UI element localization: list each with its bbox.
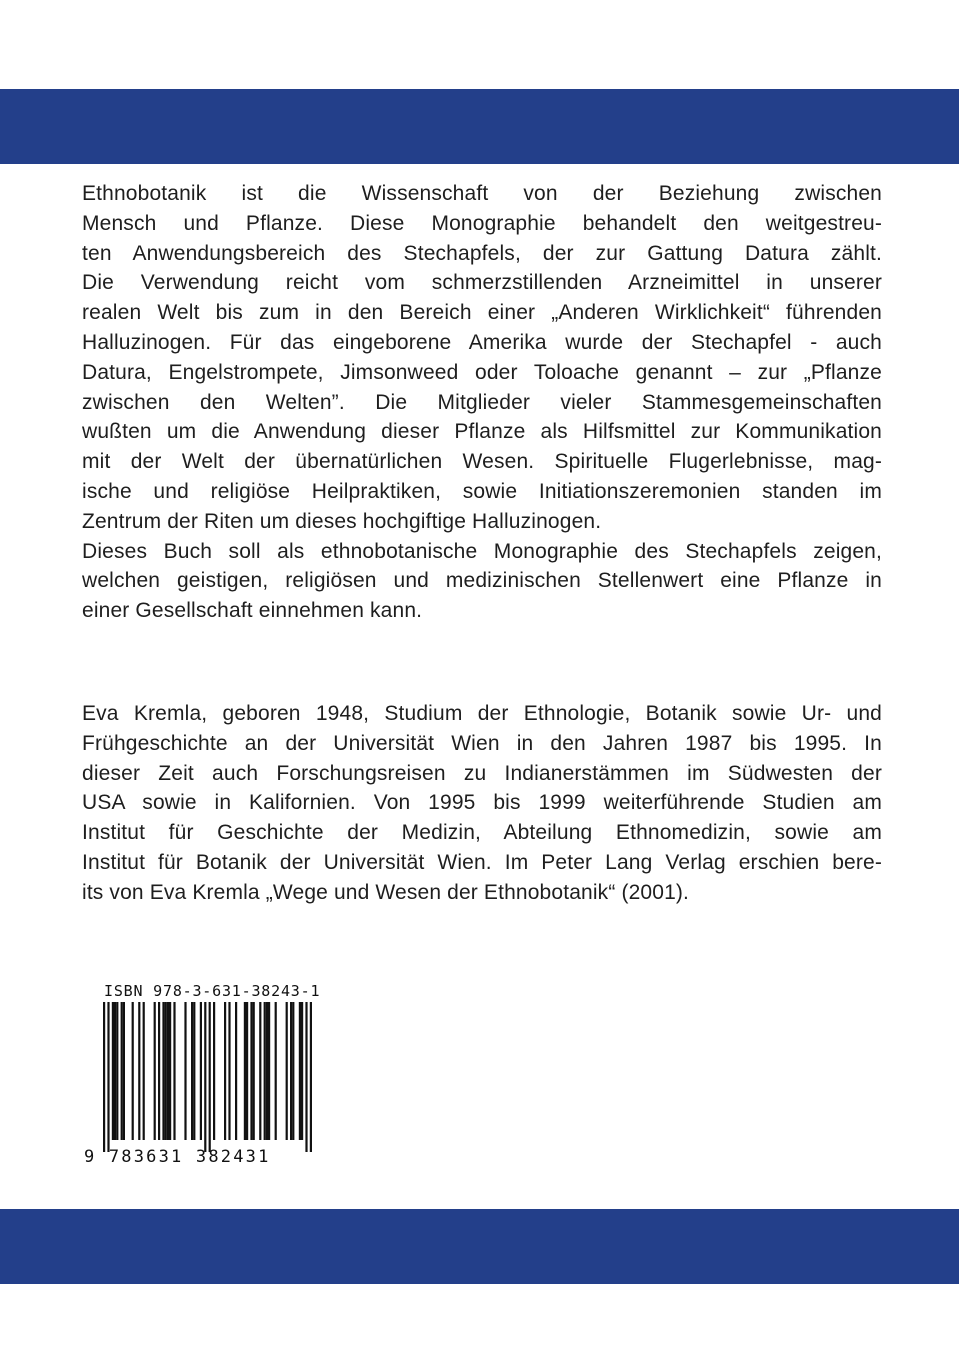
barcode-bar (167, 1002, 169, 1140)
barcode-bar (253, 1002, 255, 1140)
description-line: ische und religiöse Heilpraktiken, sowie Initiationszeremonien standen im (82, 479, 882, 503)
barcode-bar (275, 1002, 277, 1140)
barcode-bar (116, 1002, 118, 1140)
barcode-bar (162, 1002, 164, 1140)
description-line: Halluzinogen. Für das eingeborene Amerika wurde der Stechapfel - auch (82, 330, 882, 354)
barcode-bar (286, 1002, 288, 1140)
bio-line: Institut für Geschichte der Medizin, Abteilung Ethnomedizin, sowie am (82, 821, 882, 845)
barcode-bar (143, 1002, 145, 1140)
barcode-bar (138, 1002, 140, 1140)
barcode-bar (204, 1002, 206, 1152)
barcode-bar (224, 1002, 226, 1140)
description-paragraph (82, 179, 882, 626)
barcode-bar (169, 1002, 171, 1140)
description-line: zwischen den Welten”. Die Mitglieder vieler Stammesgemeinschaften (82, 390, 882, 414)
barcode-bar (173, 1002, 175, 1140)
barcode-bar (264, 1002, 266, 1140)
barcode-bar (299, 1002, 301, 1140)
barcode-bar (305, 1002, 307, 1152)
barcode-bar (103, 1002, 105, 1152)
description-line: Datura, Engelstrompete, Jimsonweed oder Toloache genannt – zur „Pflanze (82, 360, 882, 384)
barcode-bar (191, 1002, 193, 1140)
barcode-bar (114, 1002, 116, 1140)
barcode-bar (209, 1002, 211, 1152)
bio-line: Institut für Botanik der Universität Wien. Im Peter Lang Verlag erschien bere- (82, 850, 882, 874)
barcode-bar (266, 1002, 268, 1140)
barcode-digits: 9 783631 382431 (84, 1147, 271, 1167)
book-description (82, 179, 882, 626)
barcode-bar (123, 1002, 125, 1140)
barcode-bar (246, 1002, 248, 1140)
author-bio-paragraph (82, 699, 882, 908)
barcode-bar (165, 1002, 167, 1140)
barcode-bar (235, 1002, 237, 1140)
author-bio (82, 699, 882, 908)
barcode-bar (301, 1002, 303, 1140)
barcode-bar (193, 1002, 195, 1140)
description-line: Ethnobotanik ist die Wissenschaft von der Beziehung zwischen (82, 182, 882, 205)
description-line: ten Anwendungsbereich des Stechapfels, der zur Gattung Datura zählt. (82, 241, 882, 265)
description-line: welchen geistigen, religiösen und medizinischen Stellenwert eine Pflanze in (82, 569, 882, 593)
bio-line: Eva Kremla, geboren 1948, Studium der Ethnologie, Botanik sowie Ur- und (82, 702, 882, 725)
description-line: mit der Welt der übernatürlichen Wesen. Spirituelle Flugerlebnisse, mag- (82, 450, 882, 474)
barcode-bar (200, 1002, 202, 1140)
barcode-bar (213, 1002, 215, 1140)
barcode-bar (132, 1002, 134, 1140)
bio-line: dieser Zeit auch Forschungsreisen zu Indianerstämmen im Südwesten der (82, 761, 882, 785)
description-line: wußten um die Anwendung dieser Pflanze als Hilfsmittel zur Kommunikation (82, 420, 882, 444)
bottom-color-band (0, 1209, 959, 1284)
bio-line: USA sowie in Kalifornien. Von 1995 bis 1999 weiterführende Studien am (82, 791, 882, 815)
barcode-bar (250, 1002, 252, 1140)
barcode-bar (107, 1002, 109, 1152)
top-color-band (0, 89, 959, 164)
barcode-bar (268, 1002, 270, 1140)
barcode-bar (228, 1002, 230, 1140)
description-line: einer Gesellschaft einnehmen kann. (82, 599, 423, 623)
isbn-label: ISBN 978-3-631-38243-1 (104, 982, 321, 1000)
barcode-bar (154, 1002, 156, 1140)
barcode-bar (121, 1002, 123, 1140)
barcode-bar (244, 1002, 246, 1140)
description-line: Zentrum der Riten um dieses hochgiftige Halluzinogen. (82, 509, 602, 533)
barcode-bar (292, 1002, 294, 1140)
barcode-bar (310, 1002, 312, 1152)
description-line: Mensch und Pflanze. Diese Monographie behandelt den weitgestreu- (82, 211, 882, 235)
barcode-bar (259, 1002, 261, 1140)
barcode-bar (184, 1002, 186, 1140)
barcode-bar (290, 1002, 292, 1140)
barcode-bar (158, 1002, 160, 1140)
description-line: Dieses Buch soll als ethnobotanische Monographie des Stechapfels zeigen, (82, 539, 882, 563)
description-line: realen Welt bis zum in den Bereich einer „Anderen Wirklichkeit“ führenden (82, 301, 882, 325)
barcode-bar (112, 1002, 114, 1140)
description-line: Die Verwendung reicht vom schmerzstillenden Arzneimittel in unserer (82, 271, 882, 295)
bio-line: its von Eva Kremla „Wege und Wesen der Ethnobotanik“ (2001). (82, 880, 690, 904)
bio-line: Frühgeschichte an der Universität Wien in den Jahren 1987 bis 1995. In (82, 731, 882, 755)
isbn-barcode (84, 976, 314, 1176)
